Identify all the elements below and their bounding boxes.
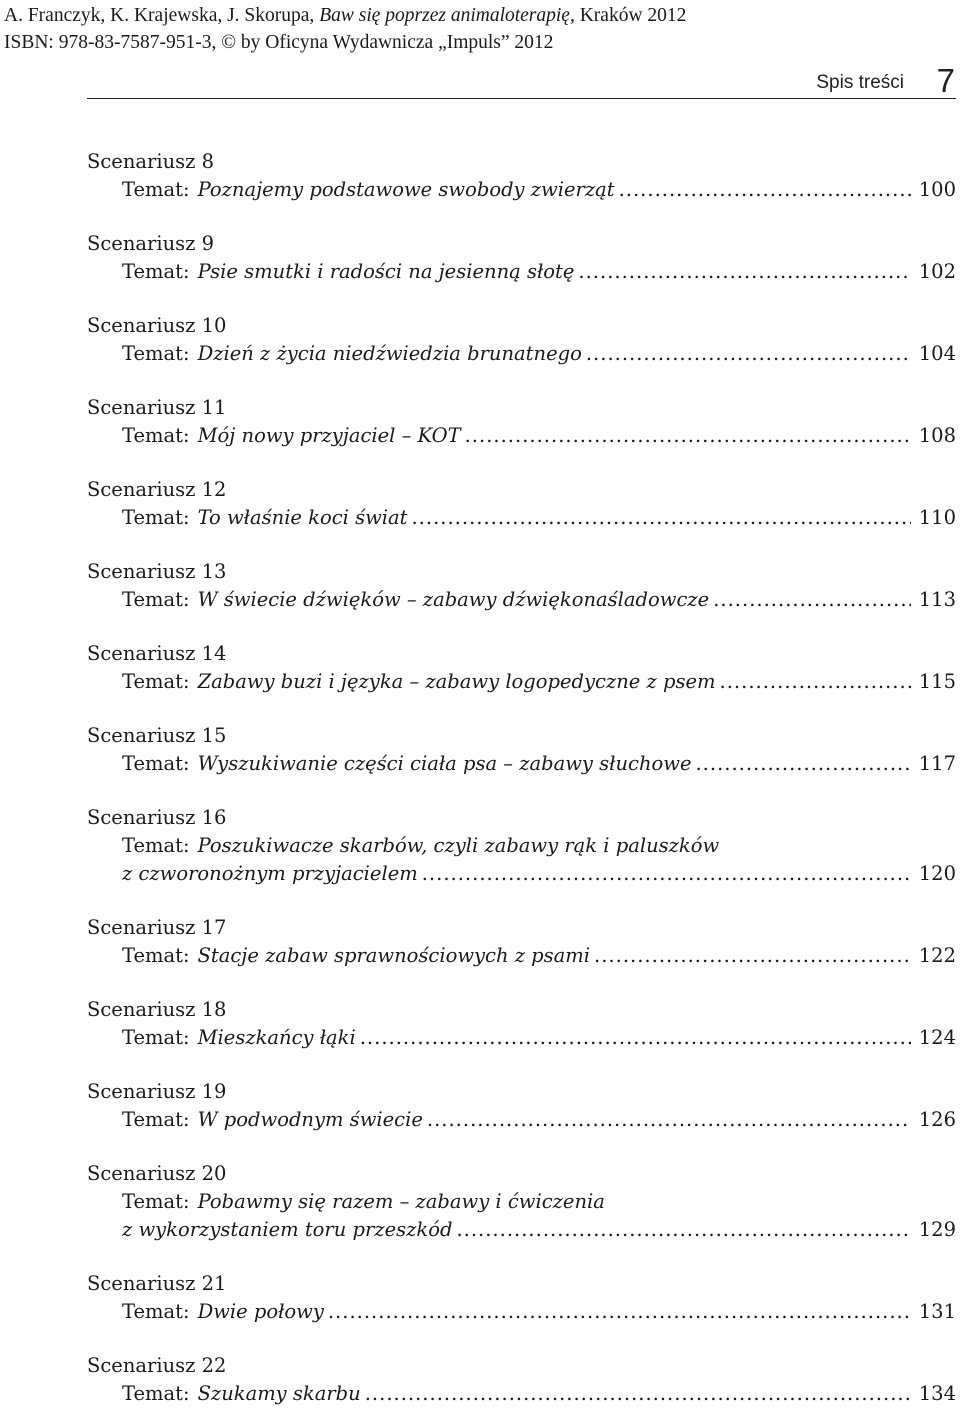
topic-title: Stacje zabaw sprawnościowych z psami (197, 944, 591, 967)
dot-leader (365, 1380, 911, 1408)
page-ref: 110 (918, 506, 956, 529)
scenario-label: Scenariusz 13 (87, 560, 227, 583)
dot-leader (411, 504, 910, 532)
scenario-label: Scenariusz 9 (87, 232, 215, 255)
topic-label: Temat: (122, 342, 190, 365)
scenario-label: Scenariusz 8 (87, 150, 215, 173)
topic-title: Wyszukiwanie części ciała psa – zabawy słuchowe (197, 752, 692, 775)
topic-label: Temat: (122, 670, 190, 693)
scenario-label: Scenariusz 21 (87, 1272, 227, 1295)
page-ref: 113 (918, 588, 956, 611)
citation-header (4, 2, 954, 56)
topic-title: Dwie połowy (197, 1300, 324, 1323)
dot-leader (328, 1298, 911, 1326)
dot-leader (720, 668, 911, 696)
topic-label: Temat: (122, 1382, 190, 1405)
scenario-label: Scenariusz 10 (87, 314, 227, 337)
topic-title: Psie smutki i radości na jesienną słotę (197, 260, 575, 283)
topic-title: Poznajemy podstawowe swobody zwierząt (197, 178, 615, 201)
topic-title: W podwodnym świecie (197, 1108, 423, 1131)
scenario-label: Scenariusz 19 (87, 1080, 227, 1103)
citation-line-1 (4, 2, 954, 29)
dot-leader (578, 258, 910, 286)
page-number: 7 (936, 62, 955, 99)
running-head (87, 58, 956, 99)
page-ref: 117 (918, 752, 956, 775)
topic-label: Temat: (122, 834, 190, 857)
topic-label: Temat: (122, 1300, 190, 1323)
topic-label: Temat: (122, 944, 190, 967)
page-ref: 129 (918, 1218, 956, 1241)
topic-title: Poszukiwacze skarbów, czyli zabawy rąk i paluszków (197, 834, 720, 857)
dot-leader (427, 1106, 911, 1134)
page-ref: 124 (918, 1026, 956, 1049)
topic-label: Temat: (122, 1190, 190, 1213)
page-ref: 131 (918, 1300, 956, 1323)
section-title: Spis treści (816, 72, 904, 93)
topic-title: Szukamy skarbu (197, 1382, 361, 1405)
scenario-label: Scenariusz 18 (87, 998, 227, 1021)
page-ref: 120 (918, 862, 956, 885)
scenario-label: Scenariusz 17 (87, 916, 227, 939)
topic-label: Temat: (122, 752, 190, 775)
dot-leader (695, 750, 910, 778)
page-ref: 134 (918, 1382, 956, 1405)
scenario-label: Scenariusz 15 (87, 724, 227, 747)
scenario-label: Scenariusz 14 (87, 642, 227, 665)
topic-label: Temat: (122, 260, 190, 283)
dot-leader (594, 942, 911, 970)
scenario-label: Scenariusz 11 (87, 396, 227, 419)
citation-place-year: , Kraków 2012 (569, 5, 687, 26)
topic-title: W świecie dźwięków – zabawy dźwiękonaśladowcze (197, 588, 710, 611)
topic-title-continued: z wykorzystaniem toru przeszkód (122, 1218, 453, 1241)
scenario-label: Scenariusz 12 (87, 478, 227, 501)
topic-title: Pobawmy się razem – zabawy i ćwiczenia (197, 1190, 605, 1213)
topic-title: Mój nowy przyjaciel – KOT (197, 424, 461, 447)
dot-leader (713, 586, 911, 614)
topic-label: Temat: (122, 588, 190, 611)
dot-leader (360, 1024, 911, 1052)
dot-leader (422, 860, 911, 888)
citation-authors: A. Franczyk, K. Krajewska, J. Skorupa, (4, 5, 320, 26)
scenario-label: Scenariusz 22 (87, 1354, 227, 1377)
topic-label: Temat: (122, 424, 190, 447)
topic-title: Dzień z życia niedźwiedzia brunatnego (197, 342, 582, 365)
topic-label: Temat: (122, 178, 190, 201)
dot-leader (465, 422, 911, 450)
page-ref: 126 (918, 1108, 956, 1131)
page-ref: 100 (918, 178, 956, 201)
topic-title: Mieszkańcy łąki (197, 1026, 356, 1049)
citation-line-2: ISBN: 978-83-7587-951-3, © by Oficyna Wydawnicza „Impuls” 2012 (4, 32, 554, 53)
page-ref: 122 (918, 944, 956, 967)
citation-book-title: Baw się poprzez animaloterapię (319, 5, 570, 26)
page-ref: 108 (918, 424, 956, 447)
topic-label: Temat: (122, 1026, 190, 1049)
page-ref: 115 (918, 670, 956, 693)
scenario-label: Scenariusz 20 (87, 1162, 227, 1185)
dot-leader (619, 176, 911, 204)
dot-leader (456, 1216, 910, 1244)
topic-title-continued: z czworonożnym przyjacielem (122, 862, 418, 885)
dot-leader (586, 340, 911, 368)
topic-title: To właśnie koci świat (197, 506, 408, 529)
scenario-label: Scenariusz 16 (87, 806, 227, 829)
topic-label: Temat: (122, 506, 190, 529)
topic-label: Temat: (122, 1108, 190, 1131)
page-ref: 104 (918, 342, 956, 365)
page-ref: 102 (918, 260, 956, 283)
topic-title: Zabawy buzi i języka – zabawy logopedyczne z psem (197, 670, 716, 693)
